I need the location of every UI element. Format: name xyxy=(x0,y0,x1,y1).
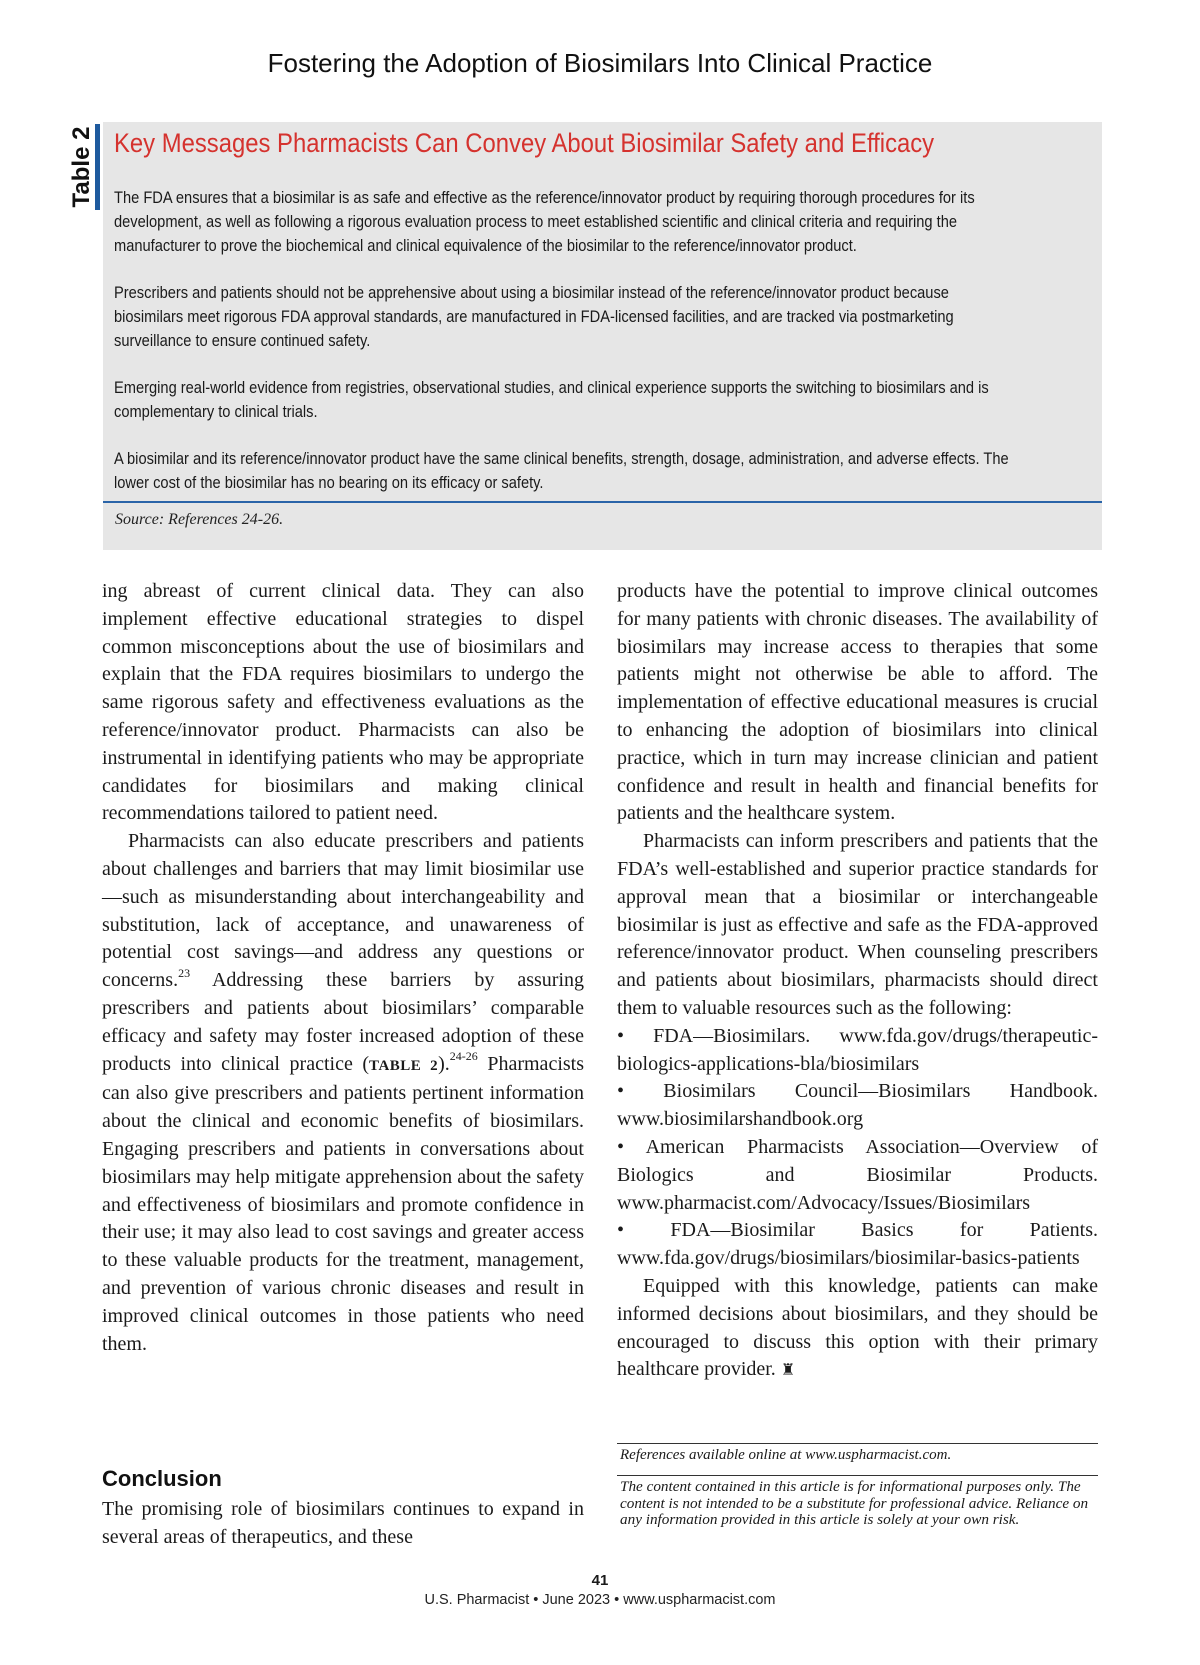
table-source: Source: References 24-26. xyxy=(115,511,284,528)
table-reference: TABLE 2 xyxy=(369,1057,439,1074)
table-row: Prescribers and patients should not be apprehensive about using a biosimilar instead of the reference/innovator product because biosimilars meet rigorous FDA approval standards, are manufactured in FDA-licensed facilities, and are tracked via postmarketing surveillance to ensure continued safety. xyxy=(114,284,954,350)
table-row: The FDA ensures that a biosimilar is as safe and effective as the reference/innovator product by requiring thorough procedures for its development, as well as following a rigorous evaluation process to meet established scientific and clinical criteria and requiring the manufacturer to prove the biochemical and clinical equivalence of the biosimilar to the reference/innovator product. xyxy=(114,189,975,255)
text-run: Pharmacists can also give prescribers and patients pertinent information about the clinical and economic benefits of biosimilars. Engaging prescribers and patients in conversations about biosimilars may help mitigate apprehension about the safety and effectiveness of biosimilars and promote confidence in their use; it may also lead to cost savings and greater access to these valuable products for the treatment, management, and prevention of various chronic diseases and result in improved clinical outcomes in those patients who need them. xyxy=(102,1052,584,1355)
table-label-tab xyxy=(64,124,100,210)
citation: 24-26 xyxy=(449,1048,478,1063)
body-paragraph: products have the potential to improve clinical outcomes for many patients with chronic diseases. The availability of biosimilars may increase access to therapies that some patients might not otherwise be able to afford. The implementation of effective educational measures is crucial to enhancing the adoption of biosimilars into clinical practice, which in turn may increase clinician and patient confidence and result in health and financial benefits for patients and the healthcare system. xyxy=(617,580,1098,825)
end-of-article-icon: ♜ xyxy=(780,1362,796,1380)
resource-list-item: • FDA—Biosimilars. www.fda.gov/drugs/therapeutic-biologics-applications-bla/biosimilars xyxy=(617,1024,1098,1075)
conclusion-heading: Conclusion xyxy=(102,1466,222,1491)
disclaimer-rule xyxy=(617,1475,1098,1476)
body-paragraph: ing abreast of current clinical data. They can also implement effective educational strategies to dispel common misconceptions about the use of biosimilars and explain that the FDA requires biosimilars to undergo the same rigorous safety and effectiveness evaluations as the reference/innovator product. Pharmacists can also be instrumental in identifying patients who may be appropriate candidates for biosimilars and making clinical recommendations tailored to patient need. xyxy=(102,580,584,825)
resource-list-item: • American Pharmacists Association—Overview of Biologics and Biosimilar Products. www.pharmacist.com/Advocacy/Issues/Biosimilars xyxy=(617,1135,1098,1214)
citation: 23 xyxy=(178,965,191,980)
table-label: Table 2 xyxy=(68,126,95,208)
references-rule xyxy=(617,1443,1098,1444)
conclusion-section xyxy=(102,1496,584,1552)
body-paragraph: The promising role of biosimilars continues to expand in several areas of therapeutics, and these xyxy=(102,1498,584,1548)
text-run: Pharmacists can also educate prescribers and patients about challenges and barriers that may limit biosimilar use—such as misunderstanding about interchangeability and substitution, lack of acceptance, and unawareness of potential cost savings—and address any questions or concerns. xyxy=(102,830,584,992)
page-number: 41 xyxy=(591,1572,609,1589)
table-body xyxy=(114,186,1014,518)
table-row: Emerging real-world evidence from registries, observational studies, and clinical experience supports the switching to biosimilars and is complementary to clinical trials. xyxy=(114,379,989,421)
text-run: ). xyxy=(438,1052,450,1075)
left-column xyxy=(102,578,584,1358)
text-run: Equipped with this knowledge, patients can make informed decisions about biosimilars, and they should be encouraged to discuss this option with their primary healthcare provider. xyxy=(617,1274,1098,1381)
text-run: Addressing these barriers by assuring prescribers and patients about biosimilars’ comparable efficacy and safety may foster increased adoption of these products into clinical practice ( xyxy=(102,969,584,1075)
resource-list-item: • FDA—Biosimilar Basics for Patients. www.fda.gov/drugs/biosimilars/biosimilar-basics-patients xyxy=(617,1219,1098,1270)
footer: U.S. Pharmacist • June 2023 • www.uspharmacist.com xyxy=(424,1592,776,1608)
disclaimer: The content contained in this article is for informational purposes only. The content is not intended to be a substitute for professional advice. Reliance on any information provided in this article is solely at your own risk. xyxy=(620,1478,1089,1528)
table-title: Key Messages Pharmacists Can Convey About Biosimilar Safety and Efficacy xyxy=(114,128,935,158)
table-row: A biosimilar and its reference/innovator product have the same clinical benefits, strength, dosage, administration, and adverse effects. The lower cost of the biosimilar has no bearing on its efficacy or safety. xyxy=(114,450,1009,492)
table-label-bar xyxy=(95,124,100,210)
body-paragraph xyxy=(617,1273,1098,1385)
running-title: Fostering the Adoption of Biosimilars Into Clinical Practice xyxy=(267,48,933,78)
resource-list-item: • Biosimilars Council—Biosimilars Handbook. www.biosimilarshandbook.org xyxy=(617,1080,1098,1131)
right-column xyxy=(617,578,1098,1385)
references-note: References available online at www.uspharmacist.com. xyxy=(620,1447,952,1463)
body-paragraph: Pharmacists can inform prescribers and patients that the FDA’s well-established and superior practice standards for approval mean that a biosimilar or interchangeable biosimilar is just as effective and safe as the FDA-approved reference/innovator product. When counseling prescribers and patients about biosimilars, pharmacists should direct them to valuable resources such as the following: xyxy=(617,830,1098,1019)
body-paragraph xyxy=(102,828,584,1358)
key-messages-table xyxy=(103,122,1102,550)
table-divider xyxy=(103,501,1102,503)
